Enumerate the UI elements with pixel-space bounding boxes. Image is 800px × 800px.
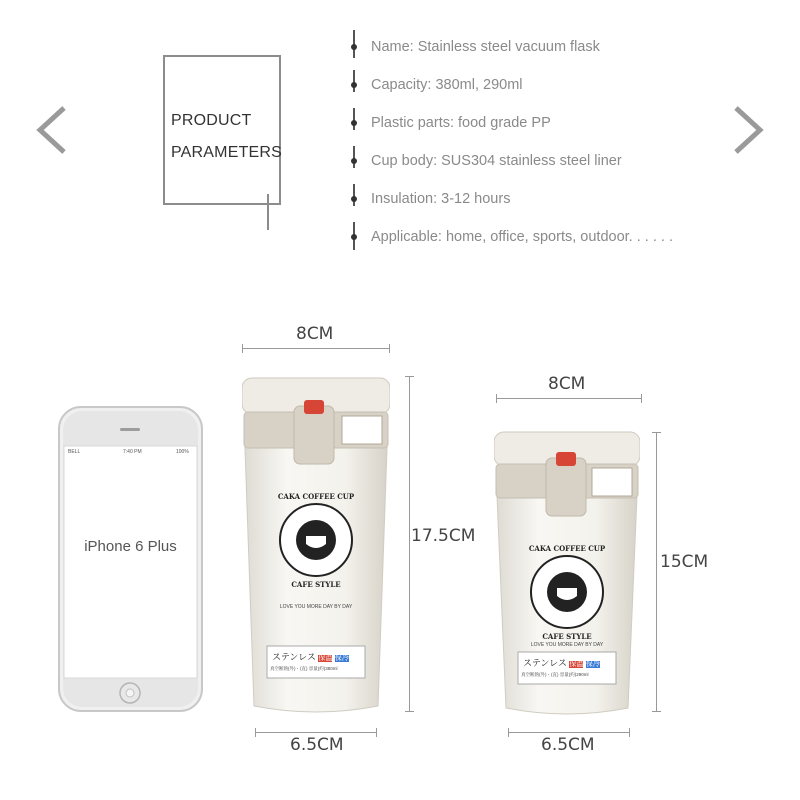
small-cup-label-sub: 真空断熱(外)・(直) 容量(約)290ml <box>521 672 589 677</box>
phone-illustration <box>58 406 203 712</box>
large-cup-bottom-width-label: 6.5CM <box>290 735 344 755</box>
spec-timeline <box>353 30 355 252</box>
large-cup <box>242 376 390 716</box>
large-cup-label-sub: 真空断熱(外)・(直) 容量(約)380ml <box>270 666 338 671</box>
large-cup-height-label: 17.5CM <box>411 526 476 546</box>
small-cup-label-tag1: 保温 <box>569 661 584 668</box>
chevron-left-icon <box>28 100 78 160</box>
parameter-plastic-parts: Plastic parts: food grade PP <box>371 115 551 131</box>
small-cup-logo-bottom: CAFE STYLE <box>542 632 592 641</box>
small-cup-height-line <box>656 432 657 712</box>
large-cup-top-width-line <box>242 348 390 349</box>
small-cup-logo-top: CAKA COFFEE CUP <box>528 544 606 553</box>
parameter-capacity: Capacity: 380ml, 290ml <box>371 77 523 93</box>
parameter-name: Name: Stainless steel vacuum flask <box>371 39 600 55</box>
small-cup-top-width-label: 8CM <box>548 374 586 394</box>
parameters-title-box <box>163 55 281 205</box>
large-cup-bottom-width-line <box>255 732 377 733</box>
large-cup-tagline: LOVE YOU MORE DAY BY DAY <box>279 604 353 610</box>
previous-arrow-button[interactable] <box>28 100 78 160</box>
parameter-applicable: Applicable: home, office, sports, outdoor. . . . . . <box>371 229 673 245</box>
box-tick-line <box>267 194 269 230</box>
large-cup-logo-top: CAKA COFFEE CUP <box>277 492 355 501</box>
small-cup-label-tag2: 保冷 <box>585 661 600 668</box>
parameters-title <box>171 105 282 169</box>
small-cup-label-main: ステンレス <box>523 658 567 668</box>
large-cup-top-width-label: 8CM <box>296 324 334 344</box>
large-cup-label-tag1: 保温 <box>318 655 333 662</box>
large-cup-label-main: ステンレス <box>272 652 316 662</box>
chevron-right-icon <box>722 100 772 160</box>
large-cup-label <box>272 650 349 663</box>
large-cup-label-tag2: 保冷 <box>334 655 349 662</box>
small-cup-bottom-width-label: 6.5CM <box>541 735 595 755</box>
small-cup-tagline: LOVE YOU MORE DAY BY DAY <box>530 642 604 648</box>
parameter-insulation: Insulation: 3-12 hours <box>371 191 511 207</box>
next-arrow-button[interactable] <box>722 100 772 160</box>
small-cup <box>494 430 640 720</box>
parameters-title-line2: PARAMETERS <box>171 144 283 161</box>
parameter-cup-body: Cup body: SUS304 stainless steel liner <box>371 153 622 169</box>
small-cup-top-width-line <box>496 398 642 399</box>
phone-time: 7:40 PM <box>123 449 142 455</box>
phone-label: iPhone 6 Plus <box>84 538 177 555</box>
parameters-title-line1: PRODUCT <box>171 112 252 129</box>
small-cup-height-label: 15CM <box>660 552 709 572</box>
phone-battery: 100% <box>176 449 189 455</box>
large-cup-height-line <box>409 376 410 712</box>
phone-status-bar <box>68 449 193 455</box>
phone-carrier: BELL <box>68 449 81 455</box>
small-cup-bottom-width-line <box>508 732 630 733</box>
large-cup-logo-bottom: CAFE STYLE <box>291 580 341 589</box>
small-cup-label <box>523 656 600 669</box>
parameter-list <box>371 36 673 264</box>
